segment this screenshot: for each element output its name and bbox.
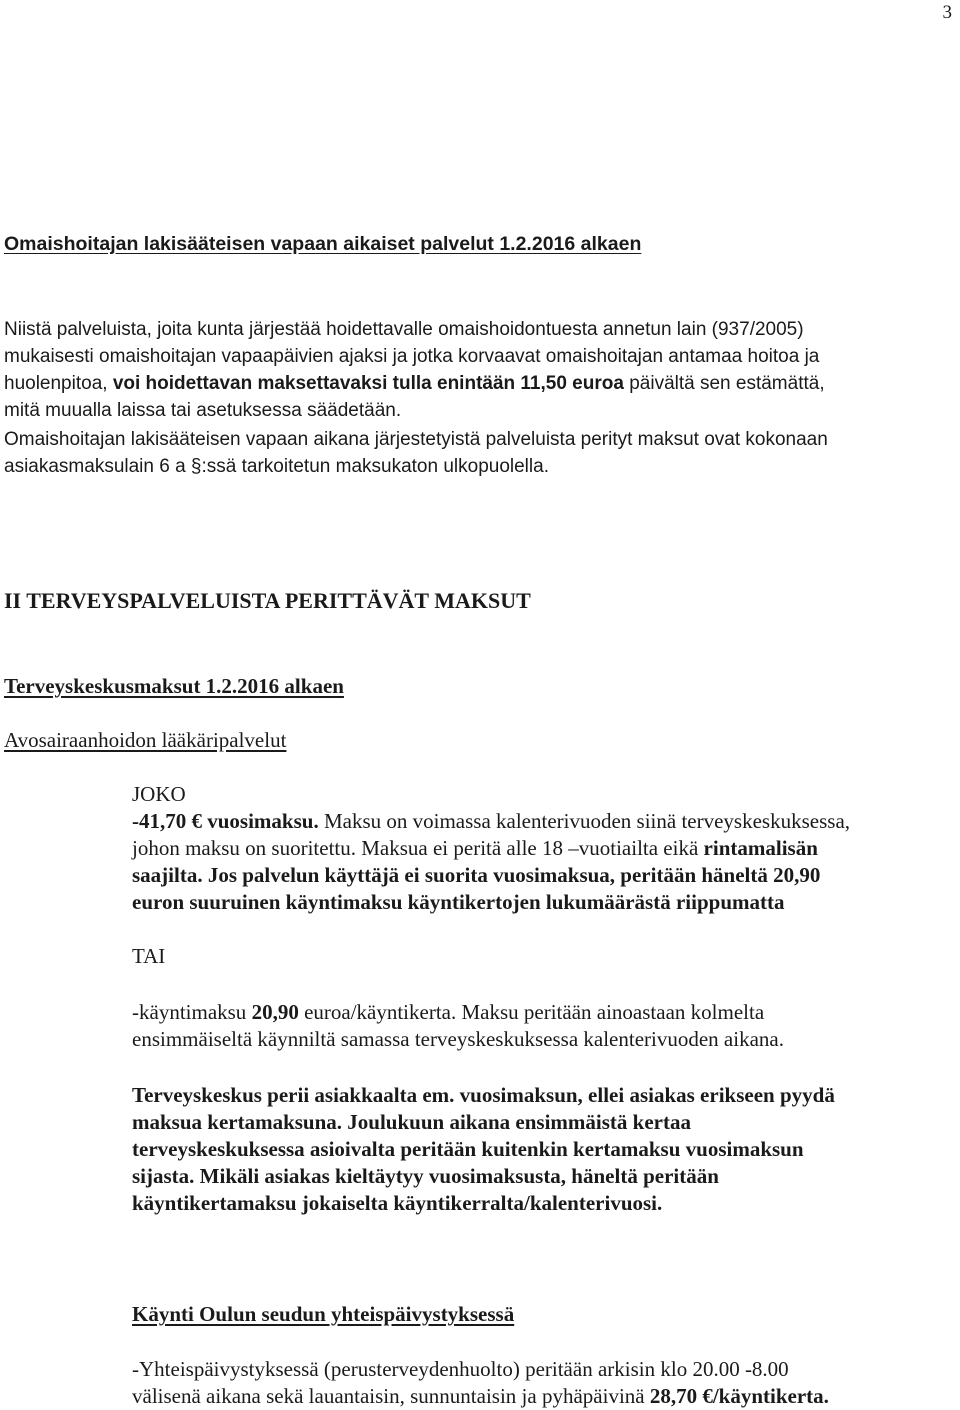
oulu-heading: Käynti Oulun seudun yhteispäivystyksessä — [132, 1302, 515, 1326]
paragraph-line: ensimmäiseltä käynniltä samassa terveyskeskuksessa kalenterivuoden aikana. — [132, 1027, 784, 1051]
paragraph-line — [132, 808, 850, 835]
paragraph-line: terveyskeskuksessa asioivalta peritään kuitenkin kertamaksu vuosimaksun — [132, 1137, 804, 1161]
bold-text: Jos palvelun käyttäjä ei suorita vuosimaksua, peritään häneltä 20,90 — [202, 863, 821, 887]
paragraph-line — [132, 835, 850, 862]
omaishoito-paragraph-2 — [4, 426, 956, 480]
paragraph-line: -Yhteispäivystyksessä (perusterveydenhuolto) peritään arkisin klo 20.00 -8.00 — [132, 1357, 789, 1381]
oulu-text — [132, 1356, 829, 1410]
paragraph-text: -käyntimaksu — [132, 1000, 252, 1024]
paragraph-line: sijasta. Mikäli asiakas kieltäytyy vuosimaksusta, häneltä peritään — [132, 1164, 719, 1188]
emergency-fee-text: 28,70 €/käyntikerta. — [649, 1384, 829, 1408]
paragraph-line: mitä muualla laissa tai asetuksessa säädetään. — [4, 400, 402, 421]
omaishoito-heading: Omaishoitajan lakisääteisen vapaan aikaiset palvelut 1.2.2016 alkaen — [4, 233, 642, 255]
option-joko-label: JOKO — [132, 782, 186, 806]
paragraph-line: Terveyskeskus perii asiakkaalta em. vuosimaksun, ellei asiakas erikseen pyydä — [132, 1083, 835, 1107]
paragraph-line: asiakasmaksulain 6 a §:ssä tarkoitetun maksukaton ulkopuolella. — [4, 456, 549, 477]
paragraph-line: mukaisesti omaishoitajan vapaapäivien ajaksi ja jotka korvaavat omaishoitajan antamaa hoitoa ja — [4, 346, 820, 367]
paragraph-line — [132, 862, 850, 889]
payment-policy-text — [132, 1082, 835, 1217]
annual-fee-text: -41,70 € vuosimaksu. — [132, 809, 319, 833]
bold-text: saajilta. — [132, 863, 203, 887]
section-title: II TERVEYSPALVELUISTA PERITTÄVÄT MAKSUT — [4, 588, 531, 613]
paragraph-text: huolenpitoa, — [4, 373, 113, 394]
paragraph-line: maksua kertamaksuna. Joulukuun aikana ensimmäistä kertaa — [132, 1110, 691, 1134]
omaishoito-paragraph-1 — [4, 316, 956, 424]
paragraph-line — [4, 370, 956, 397]
paragraph-line: euron suuruinen käyntimaksu käyntikertojen lukumäärästä riippumatta — [132, 890, 785, 914]
visit-fee-text: 20,90 — [251, 1000, 299, 1024]
paragraph-text: Maksu on voimassa kalenterivuoden siinä terveyskeskuksessa, — [318, 809, 851, 833]
paragraph-line: Niistä palveluista, joita kunta järjestää hoidettavalle omaishoidontuesta annetun lain (937/2005) — [4, 319, 804, 340]
paragraph-line: Omaishoitajan lakisääteisen vapaan aikana järjestetyistä palveluista perityt maksut ovat kokonaan — [4, 429, 828, 450]
option-tai-label: TAI — [132, 944, 166, 968]
paragraph-line: käyntikertamaksu jokaiselta käyntikerralta/kalenterivuosi. — [132, 1191, 663, 1215]
option-joko-text — [132, 808, 850, 916]
paragraph-text: välisenä aikana sekä lauantaisin, sunnuntaisin ja pyhäpäivinä — [132, 1384, 650, 1408]
paragraph-line — [132, 999, 784, 1026]
option-tai-text — [132, 999, 784, 1053]
page-number: 3 — [942, 2, 952, 23]
paragraph-text: johon maksu on suoritettu. Maksua ei peritä alle 18 –vuotiailta eikä — [132, 836, 704, 860]
paragraph-line — [132, 1383, 829, 1410]
paragraph-text: euroa/käyntikerta. Maksu peritään ainoastaan kolmelta — [298, 1000, 765, 1024]
section-subheading: Avosairaanhoidon lääkäripalvelut — [4, 728, 287, 752]
paragraph-text: päivältä sen estämättä, — [623, 373, 825, 394]
bold-text: rintamalisän — [703, 836, 818, 860]
section-subtitle: Terveyskeskusmaksut 1.2.2016 alkaen — [4, 674, 344, 698]
max-fee-text: voi hoidettavan maksettavaksi tulla enintään 11,50 euroa — [112, 373, 624, 394]
